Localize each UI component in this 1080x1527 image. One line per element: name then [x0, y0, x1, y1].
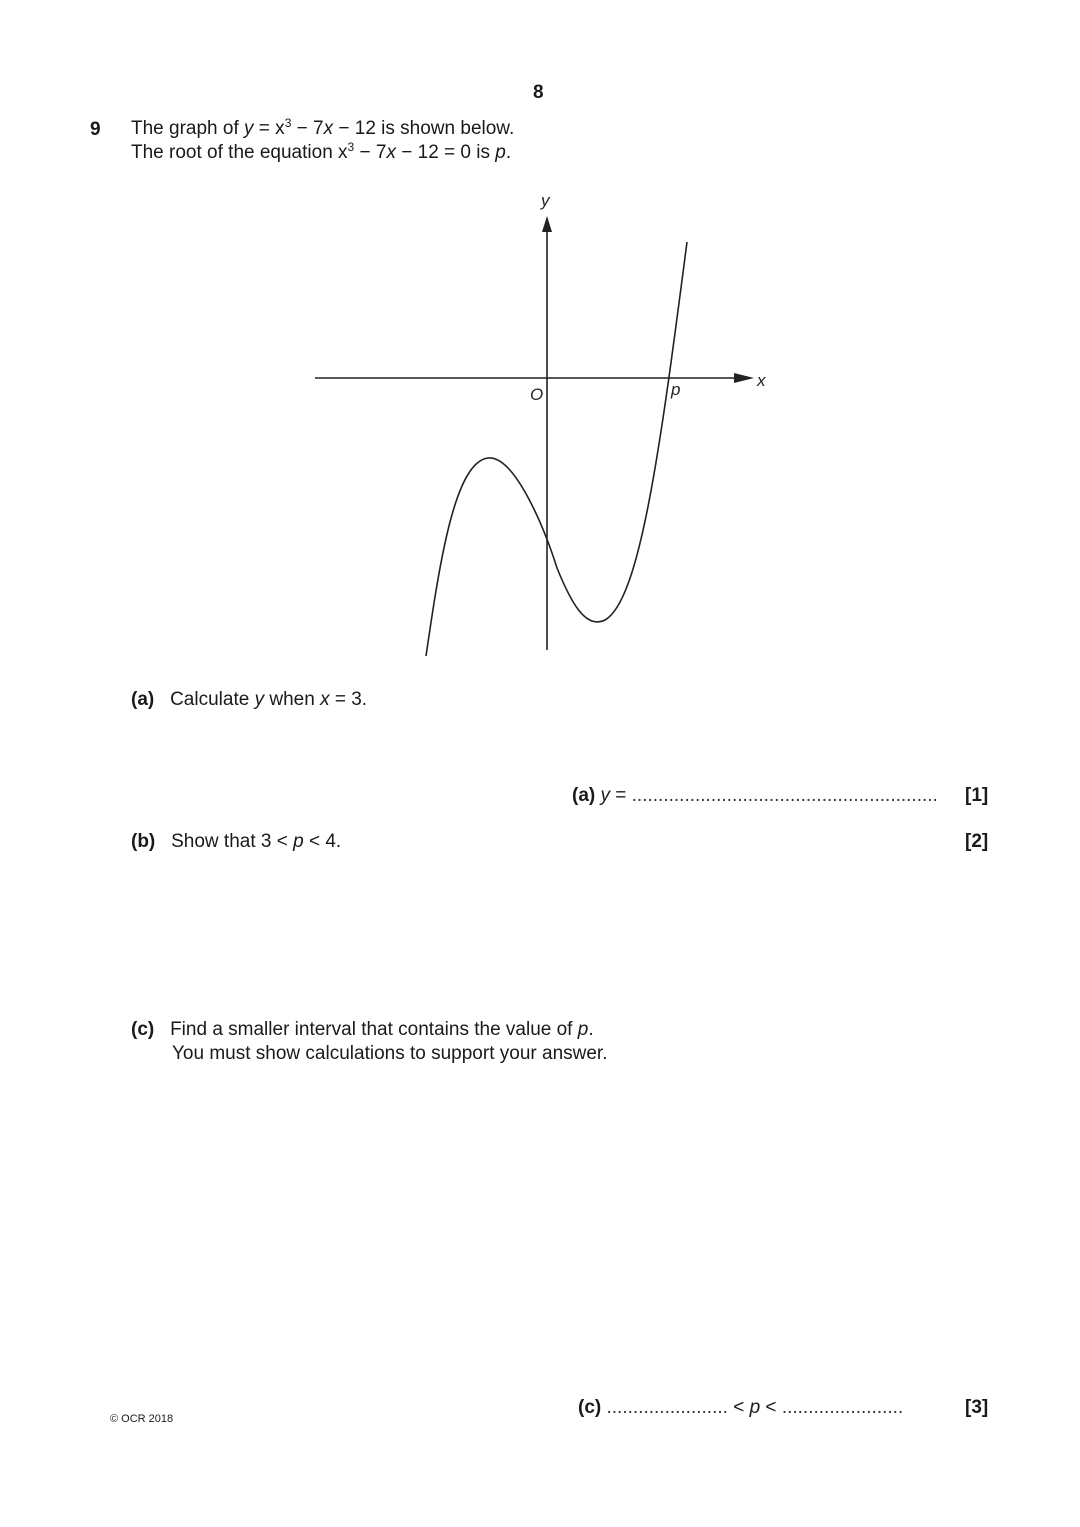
part-a-answer-dots[interactable]: ..........................................................: [631, 785, 938, 806]
intro-text: − 12 is shown below.: [333, 118, 515, 139]
part-b-marks: [2]: [965, 831, 989, 852]
intro-var: x: [386, 142, 396, 163]
y-axis-arrow: [542, 216, 552, 232]
x-axis-label: x: [757, 371, 766, 390]
question-intro-line-2: [131, 141, 511, 165]
part-a-answer-label: (a): [572, 785, 601, 806]
part-c-answer-dots-upper[interactable]: .......................: [781, 1397, 904, 1418]
intro-text: = x: [253, 118, 285, 139]
part-b-question: [131, 830, 341, 854]
part-b-text: Show that 3 <: [171, 831, 294, 852]
intro-text: − 7: [291, 118, 324, 139]
intro-exponent: 3: [284, 116, 292, 130]
part-c-answer-line[interactable]: [578, 1396, 903, 1420]
part-a-var: y: [254, 689, 265, 710]
intro-text: The graph of: [131, 118, 245, 139]
origin-label: O: [530, 385, 544, 404]
cubic-curve: [426, 242, 687, 656]
intro-var: x: [323, 118, 334, 139]
part-c-var: p: [577, 1019, 589, 1040]
part-c-question-line-2: You must show calculations to support your answer.: [172, 1043, 608, 1064]
part-a-var: x: [320, 689, 330, 710]
root-label: p: [671, 380, 681, 399]
x-axis-arrow: [734, 373, 754, 383]
page-number: 8: [533, 82, 544, 103]
part-a-answer-var: y: [600, 785, 610, 806]
part-a-answer-line[interactable]: [572, 784, 938, 808]
part-a-marks: [1]: [965, 785, 989, 806]
part-c-answer-lt: <: [760, 1397, 782, 1418]
part-c-text: .: [588, 1019, 594, 1040]
intro-var: y: [244, 118, 254, 139]
part-b-label: (b): [131, 831, 156, 852]
part-a-text: Calculate: [170, 689, 255, 710]
part-a-answer-eq: =: [610, 785, 632, 806]
part-a-text: = 3.: [329, 689, 368, 710]
part-a-question: [131, 688, 367, 712]
part-b-text: < 4.: [303, 831, 342, 852]
intro-text: .: [505, 142, 512, 163]
intro-text: − 12 = 0 is: [395, 142, 496, 163]
copyright-footer: © OCR 2018: [110, 1413, 174, 1425]
part-c-answer-label: (c): [578, 1397, 607, 1418]
part-c-marks: [3]: [965, 1397, 989, 1418]
part-c-label: (c): [131, 1019, 155, 1040]
intro-text: − 7: [354, 142, 387, 163]
question-intro-line-1: [131, 117, 514, 141]
part-a-label: (a): [131, 689, 155, 710]
cubic-graph: [300, 180, 800, 670]
part-c-answer-lt: <: [727, 1397, 750, 1418]
part-c-text: Find a smaller interval that contains the value of: [170, 1019, 578, 1040]
part-c-question-line-1: [131, 1018, 594, 1042]
intro-exponent: 3: [347, 140, 355, 154]
intro-text: The root of the equation x: [131, 142, 348, 163]
intro-var: p: [495, 142, 506, 163]
y-axis-label: y: [541, 191, 550, 210]
part-a-text: when: [264, 689, 321, 710]
part-b-var: p: [293, 831, 304, 852]
part-c-answer-var: p: [749, 1397, 761, 1418]
question-number: 9: [90, 119, 101, 140]
part-c-answer-dots-lower[interactable]: .......................: [606, 1397, 728, 1418]
